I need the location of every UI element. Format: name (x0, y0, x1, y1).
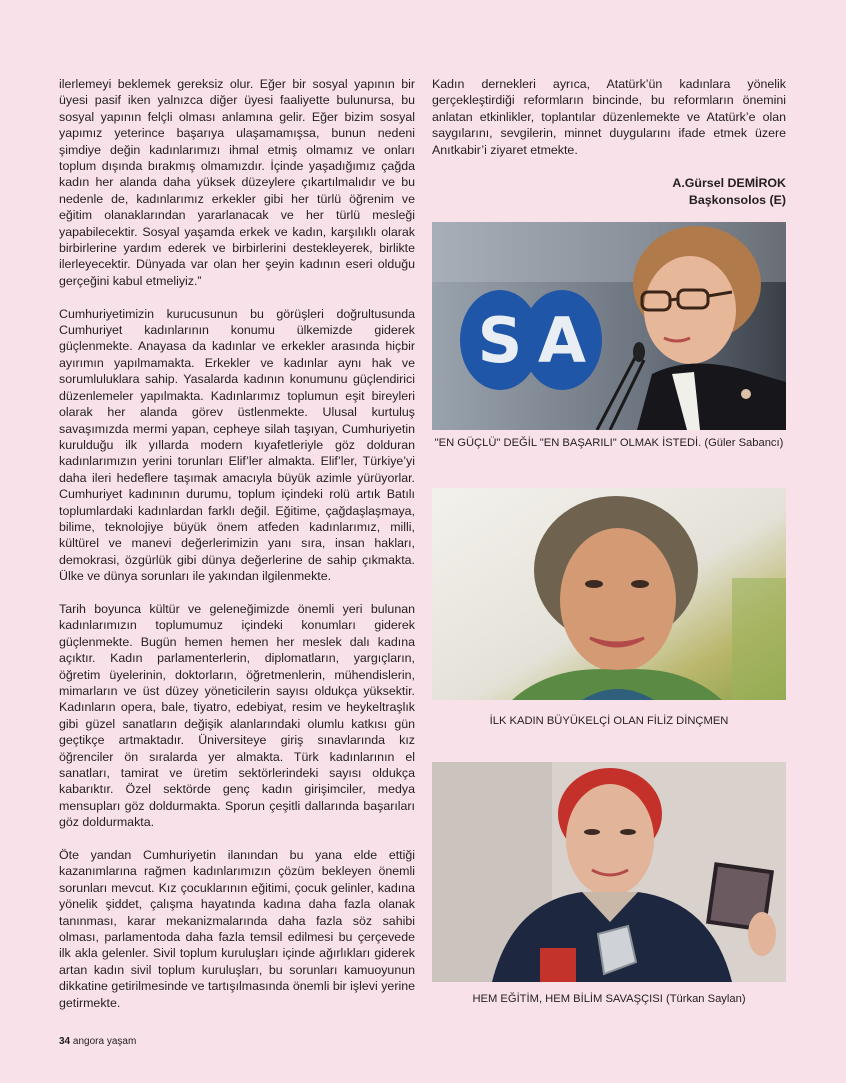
photo-guler-sabanci (432, 222, 786, 430)
photo-caption-2: İLK KADIN BÜYÜKELÇİ OLAN FİLİZ DİNÇMEN (489, 715, 729, 727)
photo-filiz-dincmen (432, 488, 786, 700)
body-paragraph-3: Tarih boyunca kültür ve geleneğimizde önemli yeri bulunan kadınlarımızın toplumumuz içindeki konumları giderek güçlenmekte. Bugün hemen hemen her meslek dalı kadına açıktır. Kadın parlamenterlerin, diplomatların, yargıçların, öğretim üyelerinin, doktorların, öğretmenlerin, mühendislerin, mimarların ve üst düzey yöneticilerin sayısı oldukça yüksektir. Kadınların opera, bale, tiyatro, edebiyat, resim ve heykeltraşlık gibi güzel sanatların değişik alanlarındaki olumlu katkısı gün geçtikçe artmaktadır. Üniversiteye giriş sınavlarında kız öğrenciler ön sıralarda yer almakta. Türk kadınlarının el sanatları, tamirat ve üretim sektörlerindeki sayısı oldukça kabarıktır. Özel sektörde genç kadın girişimciler, medya mensupları göz doldurmakta. Sporun çeşitli dallarında başarıları göz doldurmakta. (59, 601, 415, 830)
magazine-name: angora yaşam (72, 1036, 137, 1047)
body-paragraph-4: Öte yandan Cumhuriyetin ilanından bu yana elde ettiği kazanımlarına rağmen kadınlarımızın çözüm bekleyen önemli sorunları mevcut. Kız çocuklarının eğitimi, çocuk gelinler, kadına yönelik şiddet, çalışma hayatında kadına daha fazla olanak tanınması, karar mekanizmalarında daha fazla söz sahibi olması, parlamentoda daha fazla temsil edilmesi bu çerçevede ilk akla gelenler. Sivil toplum kuruluşları içinde ağırlıkları giderek artan kadın sivil toplum kuruluşları, bu sorunları kamuoyunun dikkatine getirilmesinde ve tartışılmasında önemli bir işlevi yerine getirmekte. (59, 848, 415, 1010)
left-column (59, 76, 415, 1028)
page-footer (59, 1036, 136, 1047)
body-paragraph-2: Cumhuriyetimizin kurucusunun bu görüşleri doğrultusunda Cumhuriyet kadınlarının konumu ülkemizde giderek güçlenmekte. Anayasa da kadınlar ve erkekler arasında hiçbir ayırımın yapılmamakta. Erkekler ve kadınlar aynı hak ve sorumluluklara sahip. Yasalarda kadının konumunu güçlendirici düzenlemeler yapılmakta. Kadınlarımız toplumun eşit bireyleri olarak her alanda görev üstlenmekte. Ulusal kurtuluş savaşımızda mermi yapan, cepheye silah taşıyan, Cumhuriyetin kurulduğu ilk yıllarda modern kıyafetleriyle göz dolduran kadınlarımızın yerini torunları Elif’ler almakta. Elif’ler, Türkiye’yi daha ileri hedeflere taşımak amacıyla büyük azimle yürüyorlar. Cumhuriyet kadınının durumu, toplum içindeki rolü artık Batılı toplumlardaki kadınlardan farklı değil. Eğitime, çağdaşlaşmaya, bilime, teknolojiye büyük önem atfeden kadınlarımız, milli, kültürel ve manevi değerlerimizin yanı sıra, insan hakları, demokrasi, özgürlük gibi dünya değerlerine de sahip çıkmakta. Ülke ve dünya sorunları ile yakından ilgilenmekte. (59, 306, 415, 584)
page-number: 34 (59, 1036, 71, 1047)
backdrop-letter-s: S (477, 304, 523, 377)
right-intro-paragraph: Kadın dernekleri ayrıca, Atatürk’ün kadınlara yönelik gerçekleştirdiği reformların bincinde, bu reformların önemini anlatan etkinlikler, toplantılar düzenlemekte ve Atatürk’e olan saygılarını, sevgilerin, minnet duygularını ifade etmek üzere Anıtkabir’i ziyaret etmekte. (432, 77, 786, 157)
author-signature (486, 175, 786, 208)
photo-caption-3: HEM EĞİTİM, HEM BİLİM SAVAŞÇISI (Türkan Saylan) (472, 993, 746, 1005)
photo-turkan-saylan (432, 762, 786, 982)
backdrop-letter-a: A (538, 304, 586, 377)
body-paragraph-1: ilerlemeyi beklemek gereksiz olur. Eğer bir sosyal yapının bir üyesi pasif iken yalnızca diğer üyesi faaliyette bulunursa, bu sosyal yapının felçli olması anlamına gelir. Eğer bizim sosyal yapımız yeterince başarıya ulaşamamışsa, bunun nedeni şimdiye değin kadınlarımızı ihmal etmiş olmamız ve onları toplum dışında bırakmış olmamızdır. İçinde yaşadığımız çağda kadın her alanda daha yüksek düzeylere çıkartılmalıdır ve bu nedenle de, kadınlarımız erkekler gibi her türlü öğrenim ve eğitim olanaklarından yararlanacak ve her türlü mesleği yapabilecektir. Sosyal yaşamda erkek ve kadın, karşılıklı olarak birbirlerine yardım ederek ve birbirlerini destekleyerek, birlikte ilerleyecektir. Dünyada var olan her şeyin kadının eseri olduğu gerçeğini kabul etmeliyiz.” (59, 77, 415, 288)
photo-caption-1: "EN GÜÇLÜ" DEĞİL "EN BAŞARILI" OLMAK İSTEDİ. (Güler Sabancı) (434, 437, 784, 449)
author-title: Başkonsolos (E) (688, 192, 786, 207)
author-name: A.Gürsel DEMİROK (672, 176, 786, 190)
right-column (432, 76, 786, 158)
